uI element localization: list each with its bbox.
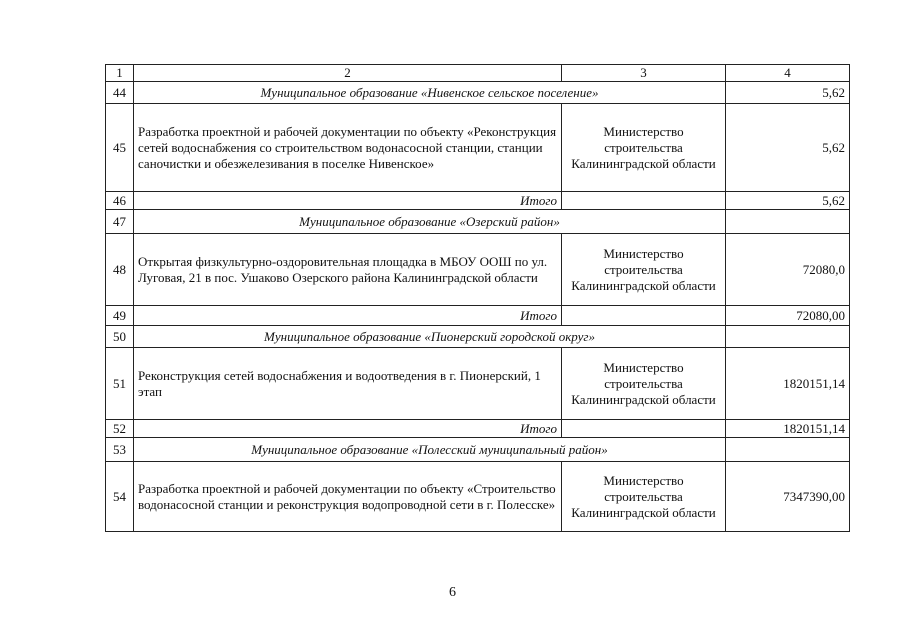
row-number: 49 xyxy=(106,306,134,326)
row-number: 45 xyxy=(106,104,134,192)
empty-cell xyxy=(562,306,726,326)
table-row xyxy=(106,82,850,104)
amount: 5,62 xyxy=(726,82,850,104)
row-number: 48 xyxy=(106,234,134,306)
amount: 5,62 xyxy=(726,192,850,210)
amount: 1820151,14 xyxy=(726,348,850,420)
header-col-3: 3 xyxy=(562,65,726,82)
amount: 7347390,00 xyxy=(726,462,850,532)
table-row xyxy=(106,326,850,348)
table-row xyxy=(106,420,850,438)
amount: 1820151,14 xyxy=(726,420,850,438)
empty-cell xyxy=(562,420,726,438)
row-number: 53 xyxy=(106,438,134,462)
responsible-organization: Министерство строительства Калининградской области xyxy=(562,462,726,532)
amount xyxy=(726,210,850,234)
section-title: Муниципальное образование «Пионерский городской округ» xyxy=(134,326,726,348)
item-description: Разработка проектной и рабочей документации по объекту «Строительство водонасосной станции и реконструкция водопроводной сети в г. Полесске» xyxy=(134,462,562,532)
header-col-2: 2 xyxy=(134,65,562,82)
header-col-1: 1 xyxy=(106,65,134,82)
table-row xyxy=(106,234,850,306)
total-label: Итого xyxy=(134,306,562,326)
amount: 5,62 xyxy=(726,104,850,192)
row-number: 51 xyxy=(106,348,134,420)
item-description: Реконструкция сетей водоснабжения и водоотведения в г. Пионерский, 1 этап xyxy=(134,348,562,420)
total-label: Итого xyxy=(134,420,562,438)
row-number: 50 xyxy=(106,326,134,348)
empty-cell xyxy=(562,192,726,210)
section-title: Муниципальное образование «Полесский муниципальный район» xyxy=(134,438,726,462)
table-row xyxy=(106,348,850,420)
header-row xyxy=(106,65,850,82)
item-description: Разработка проектной и рабочей документации по объекту «Реконструкция сетей водоснабжения со строительством водонасосной станции, станции саночистки и обезжелезивания в поселке Нивенское» xyxy=(134,104,562,192)
responsible-organization: Министерство строительства Калининградской области xyxy=(562,234,726,306)
row-number: 47 xyxy=(106,210,134,234)
item-description: Открытая физкультурно-оздоровительная площадка в МБОУ ООШ по ул. Луговая, 21 в пос. Ушаково Озерского района Калининградской области xyxy=(134,234,562,306)
table-row xyxy=(106,462,850,532)
table-row xyxy=(106,210,850,234)
row-number: 44 xyxy=(106,82,134,104)
header-col-4: 4 xyxy=(726,65,850,82)
section-title: Муниципальное образование «Озерский район» xyxy=(134,210,726,234)
row-number: 52 xyxy=(106,420,134,438)
amount: 72080,0 xyxy=(726,234,850,306)
page-number: 6 xyxy=(449,585,456,600)
responsible-organization: Министерство строительства Калининградской области xyxy=(562,104,726,192)
table-row xyxy=(106,438,850,462)
table-row xyxy=(106,306,850,326)
amount xyxy=(726,326,850,348)
total-label: Итого xyxy=(134,192,562,210)
row-number: 46 xyxy=(106,192,134,210)
table-row xyxy=(106,104,850,192)
table-row xyxy=(106,192,850,210)
row-number: 54 xyxy=(106,462,134,532)
section-title: Муниципальное образование «Нивенское сельское поселение» xyxy=(134,82,726,104)
responsible-organization: Министерство строительства Калининградской области xyxy=(562,348,726,420)
amount xyxy=(726,438,850,462)
budget-table xyxy=(105,64,850,532)
amount: 72080,00 xyxy=(726,306,850,326)
